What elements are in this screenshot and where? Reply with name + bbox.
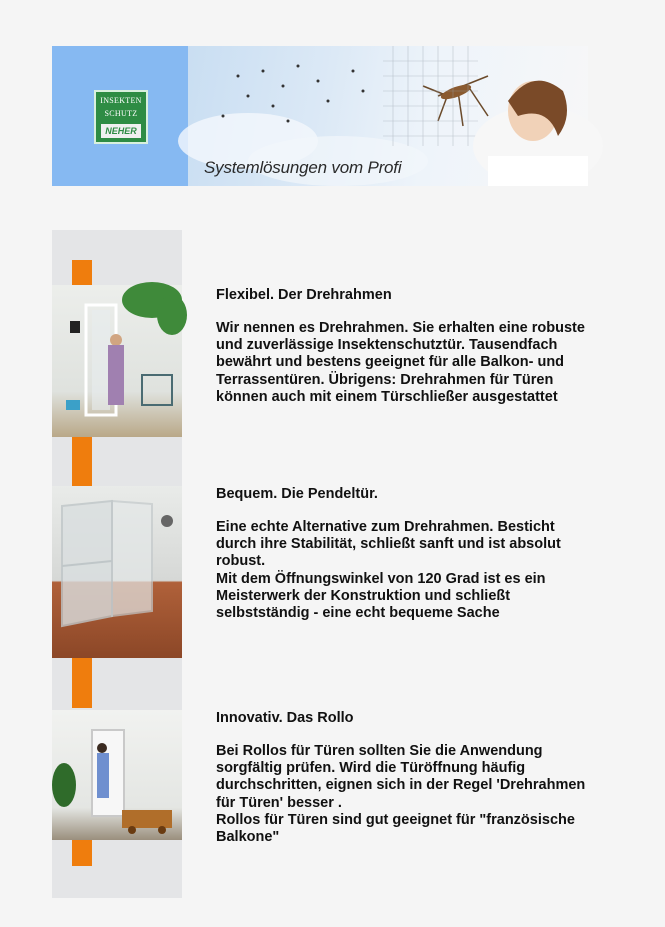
logo-text-schutz: SCHUTZ [104, 109, 138, 118]
banner-tagline: Systemlösungen vom Profi [204, 158, 402, 177]
section-text [216, 519, 588, 622]
drehrahmen-illustration [52, 285, 182, 437]
insektenschutz-logo[interactable] [94, 90, 148, 144]
section-drehrahmen [216, 286, 588, 406]
header-banner [52, 46, 588, 186]
banner-logo-panel [52, 46, 188, 186]
section-text-part1: Eine echte Alternative zum Drehrahmen. Besticht durch ihre Stabilität, schließt sanft und ist absolut robust. [216, 519, 561, 570]
section-text-part1: Bei Rollos für Türen sollten Sie die Anwendung sorgfältig prüfen. Wird die Türöffnung häufig durchschritten, eignen sich in der Regel 'Drehrahmen für Türen' besser . [216, 743, 586, 811]
mosquito-icon [423, 76, 488, 126]
section-text-part2: Mit dem Öffnungswinkel von 120 Grad ist es ein Meisterwerk der Konstruktion und schließt selbstständig - eine echt bequeme Sache [216, 570, 546, 622]
section-rollo [216, 709, 588, 846]
accent-bar [72, 840, 92, 866]
banner-image [188, 46, 588, 186]
section-pendeltuer [216, 485, 588, 622]
rollo-photo[interactable] [52, 710, 182, 840]
drehrahmen-photo[interactable] [52, 285, 182, 437]
logo-brand: NEHER [101, 124, 141, 138]
section-text [216, 743, 588, 846]
accent-bar [72, 260, 92, 285]
logo-text-insekten: INSEKTEN [100, 96, 142, 105]
pendeltuer-photo[interactable] [52, 486, 182, 658]
section-title: Flexibel. Der Drehrahmen [216, 287, 392, 303]
section-title: Innovativ. Das Rollo [216, 710, 354, 726]
section-text-part2: Rollos für Türen sind gut geeignet für "französische Balkone" [216, 811, 575, 846]
section-text: Wir nennen es Drehrahmen. Sie erhalten eine robuste und zuverlässige Insektenschutztür. Tausendfach bewährt und bestens geeignet für alle Balkon- und Terrassentüren. Übrigens: Drehrahmen für Türen können auch mit einem Türschließer ausgestattet [216, 320, 585, 405]
rollo-illustration [52, 710, 182, 840]
accent-bar [72, 658, 92, 708]
pendeltuer-illustration [52, 486, 182, 658]
accent-bar [72, 437, 92, 486]
section-title: Bequem. Die Pendeltür. [216, 486, 378, 502]
